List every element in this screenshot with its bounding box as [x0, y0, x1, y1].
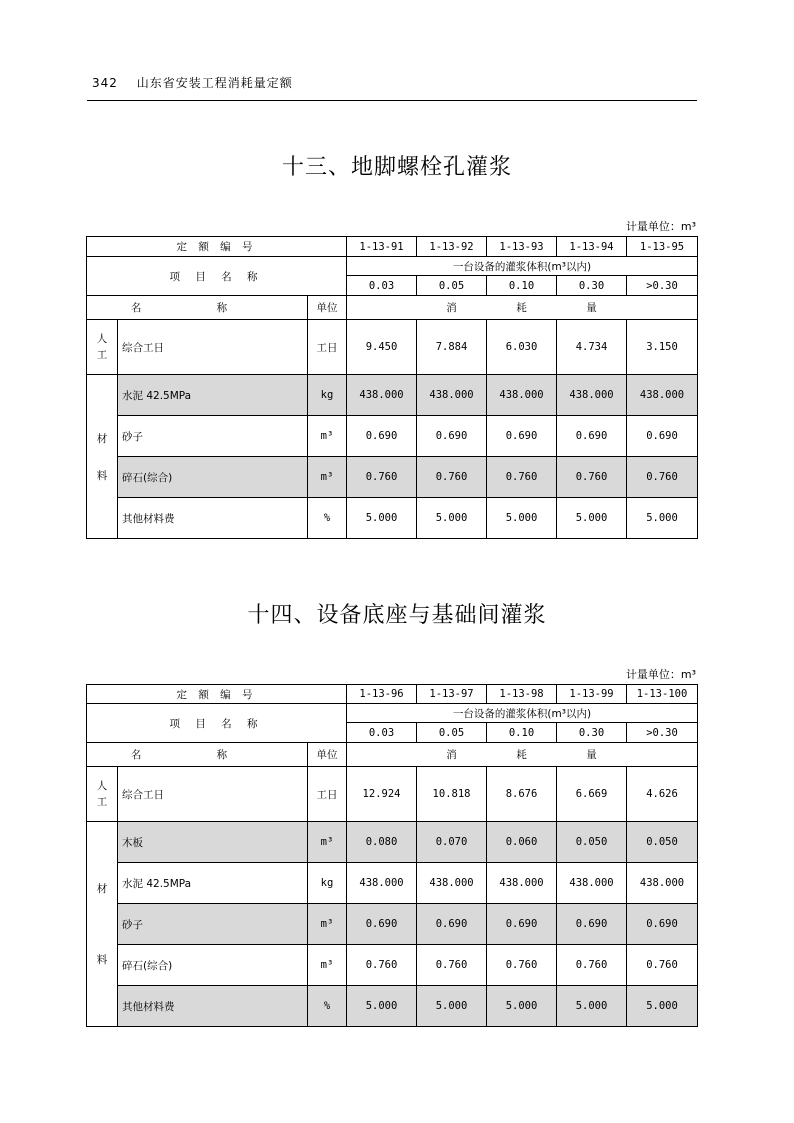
consumption-value: 5.000 [487, 498, 557, 539]
section-title: 十三、地脚螺栓孔灌浆 [281, 155, 512, 180]
material-row [87, 986, 698, 1027]
consumption-value: 3.150 [627, 320, 698, 375]
quota-code-row [87, 685, 698, 704]
material-row [87, 863, 698, 904]
resource-unit: % [308, 498, 347, 539]
param-value: 0.05 [417, 276, 487, 296]
consumption-value: 0.080 [347, 822, 417, 863]
consumption-value: 7.884 [417, 320, 487, 375]
quota-code: 1-13-92 [417, 237, 487, 257]
quota-table [86, 684, 698, 1027]
labor-group-label: 人 工 [87, 767, 118, 822]
consumption-header: 量 [557, 296, 627, 320]
quota-code: 1-13-97 [417, 685, 487, 704]
consumption-header: 耗 [487, 743, 557, 767]
consumption-value: 438.000 [347, 863, 417, 904]
consumption-value: 5.000 [557, 986, 627, 1027]
param-value: 0.05 [417, 723, 487, 743]
material-group-label: 材 料 [87, 822, 118, 1027]
consumption-value: 0.760 [487, 945, 557, 986]
consumption-value: 0.760 [487, 457, 557, 498]
resource-unit: kg [308, 863, 347, 904]
consumption-value: 0.760 [627, 945, 698, 986]
quota-code: 1-13-91 [347, 237, 417, 257]
param-value: 0.10 [487, 723, 557, 743]
param-value: >0.30 [627, 723, 698, 743]
quota-code: 1-13-96 [347, 685, 417, 704]
consumption-value: 0.050 [627, 822, 698, 863]
unit-header: 单位 [308, 296, 347, 320]
unit-label: 计量单位：m³ [625, 220, 696, 233]
quota-code: 1-13-99 [557, 685, 627, 704]
quota-code: 1-13-98 [487, 685, 557, 704]
consumption-value: 0.690 [417, 416, 487, 457]
consumption-value: 12.924 [347, 767, 417, 822]
page-number: 342 [92, 76, 118, 90]
material-row [87, 375, 698, 416]
column-header-row [87, 296, 698, 320]
consumption-value: 0.690 [487, 416, 557, 457]
consumption-value: 0.060 [487, 822, 557, 863]
material-row [87, 904, 698, 945]
consumption-value: 10.818 [417, 767, 487, 822]
resource-unit: m³ [308, 945, 347, 986]
resource-unit: m³ [308, 904, 347, 945]
consumption-value: 0.050 [557, 822, 627, 863]
resource-unit: m³ [308, 822, 347, 863]
material-row [87, 416, 698, 457]
material-row [87, 945, 698, 986]
item-name-header: 项 目 名 称 [87, 704, 347, 743]
resource-unit: % [308, 986, 347, 1027]
param-caption: 一台设备的灌浆体积(m³以内) [347, 257, 698, 276]
resource-name: 水泥 42.5MPa [118, 863, 308, 904]
quota-table [86, 236, 698, 539]
labor-row [87, 767, 698, 822]
consumption-value: 5.000 [627, 986, 698, 1027]
param-value: 0.03 [347, 276, 417, 296]
column-header-row [87, 743, 698, 767]
consumption-value: 0.690 [347, 904, 417, 945]
consumption-header: 消 [417, 743, 487, 767]
consumption-value: 5.000 [417, 986, 487, 1027]
param-caption-row [87, 257, 698, 276]
quota-code: 1-13-93 [487, 237, 557, 257]
item-name-header: 项 目 名 称 [87, 257, 347, 296]
consumption-value: 438.000 [627, 375, 698, 416]
resource-unit: m³ [308, 416, 347, 457]
consumption-value: 8.676 [487, 767, 557, 822]
consumption-value: 9.450 [347, 320, 417, 375]
name-header: 名 称 [87, 296, 308, 320]
consumption-value: 0.760 [417, 457, 487, 498]
consumption-value: 438.000 [417, 863, 487, 904]
consumption-value: 5.000 [557, 498, 627, 539]
consumption-value: 0.690 [627, 416, 698, 457]
param-value: 0.10 [487, 276, 557, 296]
param-value: 0.03 [347, 723, 417, 743]
consumption-value: 0.760 [557, 457, 627, 498]
consumption-value: 4.626 [627, 767, 698, 822]
material-row [87, 457, 698, 498]
material-row [87, 822, 698, 863]
consumption-value: 0.690 [557, 416, 627, 457]
resource-name: 碎石(综合) [118, 945, 308, 986]
consumption-value: 4.734 [557, 320, 627, 375]
consumption-value: 438.000 [557, 375, 627, 416]
param-value: >0.30 [627, 276, 698, 296]
resource-name: 砂子 [118, 416, 308, 457]
consumption-value: 5.000 [347, 498, 417, 539]
param-value: 0.30 [557, 723, 627, 743]
consumption-header: 耗 [487, 296, 557, 320]
consumption-value: 0.760 [417, 945, 487, 986]
consumption-value: 0.690 [347, 416, 417, 457]
consumption-value: 438.000 [487, 863, 557, 904]
quota-code: 1-13-95 [627, 237, 698, 257]
resource-name: 木板 [118, 822, 308, 863]
consumption-value: 5.000 [487, 986, 557, 1027]
consumption-value: 0.690 [417, 904, 487, 945]
labor-group-label: 人 工 [87, 320, 118, 375]
consumption-value: 438.000 [347, 375, 417, 416]
consumption-value: 0.690 [627, 904, 698, 945]
consumption-header: 量 [557, 743, 627, 767]
quota-code: 1-13-94 [557, 237, 627, 257]
consumption-value: 0.760 [557, 945, 627, 986]
resource-unit: kg [308, 375, 347, 416]
material-row [87, 498, 698, 539]
consumption-value: 0.690 [557, 904, 627, 945]
section-title: 十四、设备底座与基础间灌浆 [247, 603, 547, 628]
resource-unit: 工日 [308, 320, 347, 375]
resource-name: 碎石(综合) [118, 457, 308, 498]
labor-row [87, 320, 698, 375]
resource-unit: 工日 [308, 767, 347, 822]
resource-name: 其他材料费 [118, 986, 308, 1027]
consumption-header: 消 [417, 296, 487, 320]
unit-label: 计量单位：m³ [625, 668, 696, 681]
resource-name: 砂子 [118, 904, 308, 945]
consumption-value: 438.000 [417, 375, 487, 416]
param-caption: 一台设备的灌浆体积(m³以内) [347, 704, 698, 723]
name-header: 名 称 [87, 743, 308, 767]
resource-unit: m³ [308, 457, 347, 498]
consumption-value: 6.669 [557, 767, 627, 822]
quota-code-row [87, 237, 698, 257]
consumption-value: 0.690 [487, 904, 557, 945]
resource-name: 其他材料费 [118, 498, 308, 539]
param-caption-row [87, 704, 698, 723]
consumption-value: 0.760 [347, 457, 417, 498]
resource-name: 水泥 42.5MPa [118, 375, 308, 416]
consumption-value: 0.070 [417, 822, 487, 863]
consumption-value: 5.000 [627, 498, 698, 539]
header-rule [87, 100, 697, 101]
param-value: 0.30 [557, 276, 627, 296]
consumption-value: 5.000 [347, 986, 417, 1027]
book-title: 山东省安装工程消耗量定额 [136, 76, 293, 90]
material-group-label: 材 料 [87, 375, 118, 539]
running-header [92, 74, 293, 91]
resource-name: 综合工日 [118, 320, 308, 375]
consumption-value: 438.000 [487, 375, 557, 416]
consumption-value: 0.760 [627, 457, 698, 498]
quota-no-header: 定 额 编 号 [87, 237, 347, 257]
unit-header: 单位 [308, 743, 347, 767]
consumption-value: 5.000 [417, 498, 487, 539]
quota-code: 1-13-100 [627, 685, 698, 704]
consumption-value: 0.760 [347, 945, 417, 986]
consumption-value: 438.000 [627, 863, 698, 904]
resource-name: 综合工日 [118, 767, 308, 822]
consumption-value: 438.000 [557, 863, 627, 904]
quota-no-header: 定 额 编 号 [87, 685, 347, 704]
consumption-value: 6.030 [487, 320, 557, 375]
